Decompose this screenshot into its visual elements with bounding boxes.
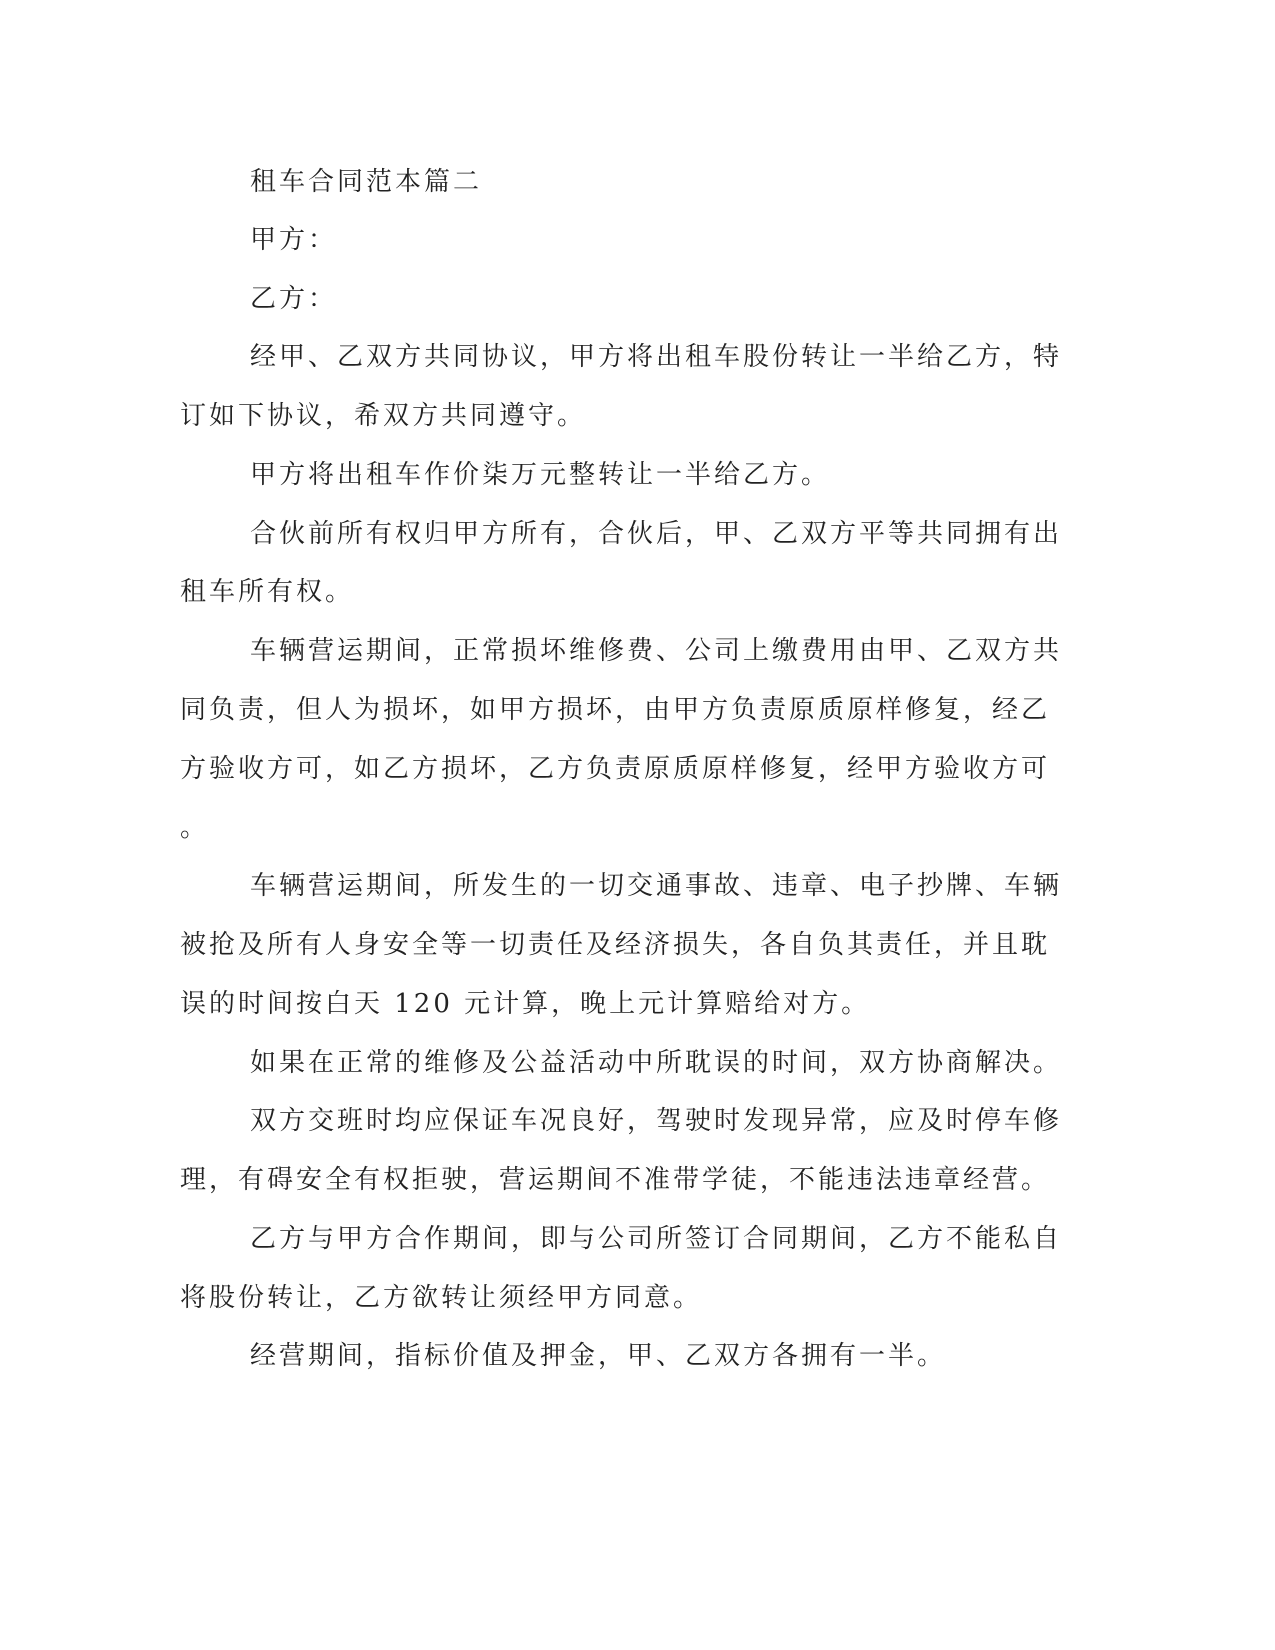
- paragraph-line: 误的时间按白天 120 元计算，晚上元计算赔给对方。: [180, 989, 871, 1019]
- paragraph-line: 订如下协议，希双方共同遵守。: [180, 401, 587, 431]
- paragraph-line: 同负责，但人为损坏，如甲方损坏，由甲方负责原质原样修复，经乙: [180, 695, 1051, 725]
- paragraph-line: 方验收方可，如乙方损坏，乙方负责原质原样修复，经甲方验收方可: [180, 754, 1051, 784]
- party-a-label: 甲方：: [250, 225, 338, 255]
- paragraph-line: 理，有碍安全有权拒驶，营运期间不准带学徒，不能违法违章经营。: [180, 1165, 1051, 1195]
- paragraph-line: 租车所有权。: [180, 577, 355, 607]
- paragraph-line: 车辆营运期间，正常损坏维修费、公司上缴费用由甲、乙双方共: [250, 636, 1063, 666]
- paragraph-line: 如果在正常的维修及公益活动中所耽误的时间，双方协商解决。: [250, 1048, 1063, 1078]
- paragraph-line: 合伙前所有权归甲方所有，合伙后，甲、乙双方平等共同拥有出: [250, 519, 1063, 549]
- paragraph-line: 将股份转让，乙方欲转让须经甲方同意。: [180, 1283, 703, 1313]
- paragraph-line: 。: [180, 813, 210, 843]
- paragraph-line: 双方交班时均应保证车况良好，驾驶时发现异常，应及时停车修: [250, 1106, 1063, 1136]
- paragraph-line: 乙方与甲方合作期间，即与公司所签订合同期间，乙方不能私自: [250, 1224, 1063, 1254]
- paragraph-line: 经营期间，指标价值及押金，甲、乙双方各拥有一半。: [250, 1341, 947, 1371]
- party-b-label: 乙方：: [250, 284, 338, 314]
- document-title: 租车合同范本篇二: [250, 167, 483, 197]
- paragraph-line: 经甲、乙双方共同协议，甲方将出租车股份转让一半给乙方，特: [250, 342, 1063, 372]
- paragraph-line: 被抢及所有人身安全等一切责任及经济损失，各自负其责任，并且耽: [180, 930, 1051, 960]
- paragraph-line: 甲方将出租车作价柒万元整转让一半给乙方。: [250, 460, 831, 490]
- paragraph-line: 车辆营运期间，所发生的一切交通事故、违章、电子抄牌、车辆: [250, 871, 1063, 901]
